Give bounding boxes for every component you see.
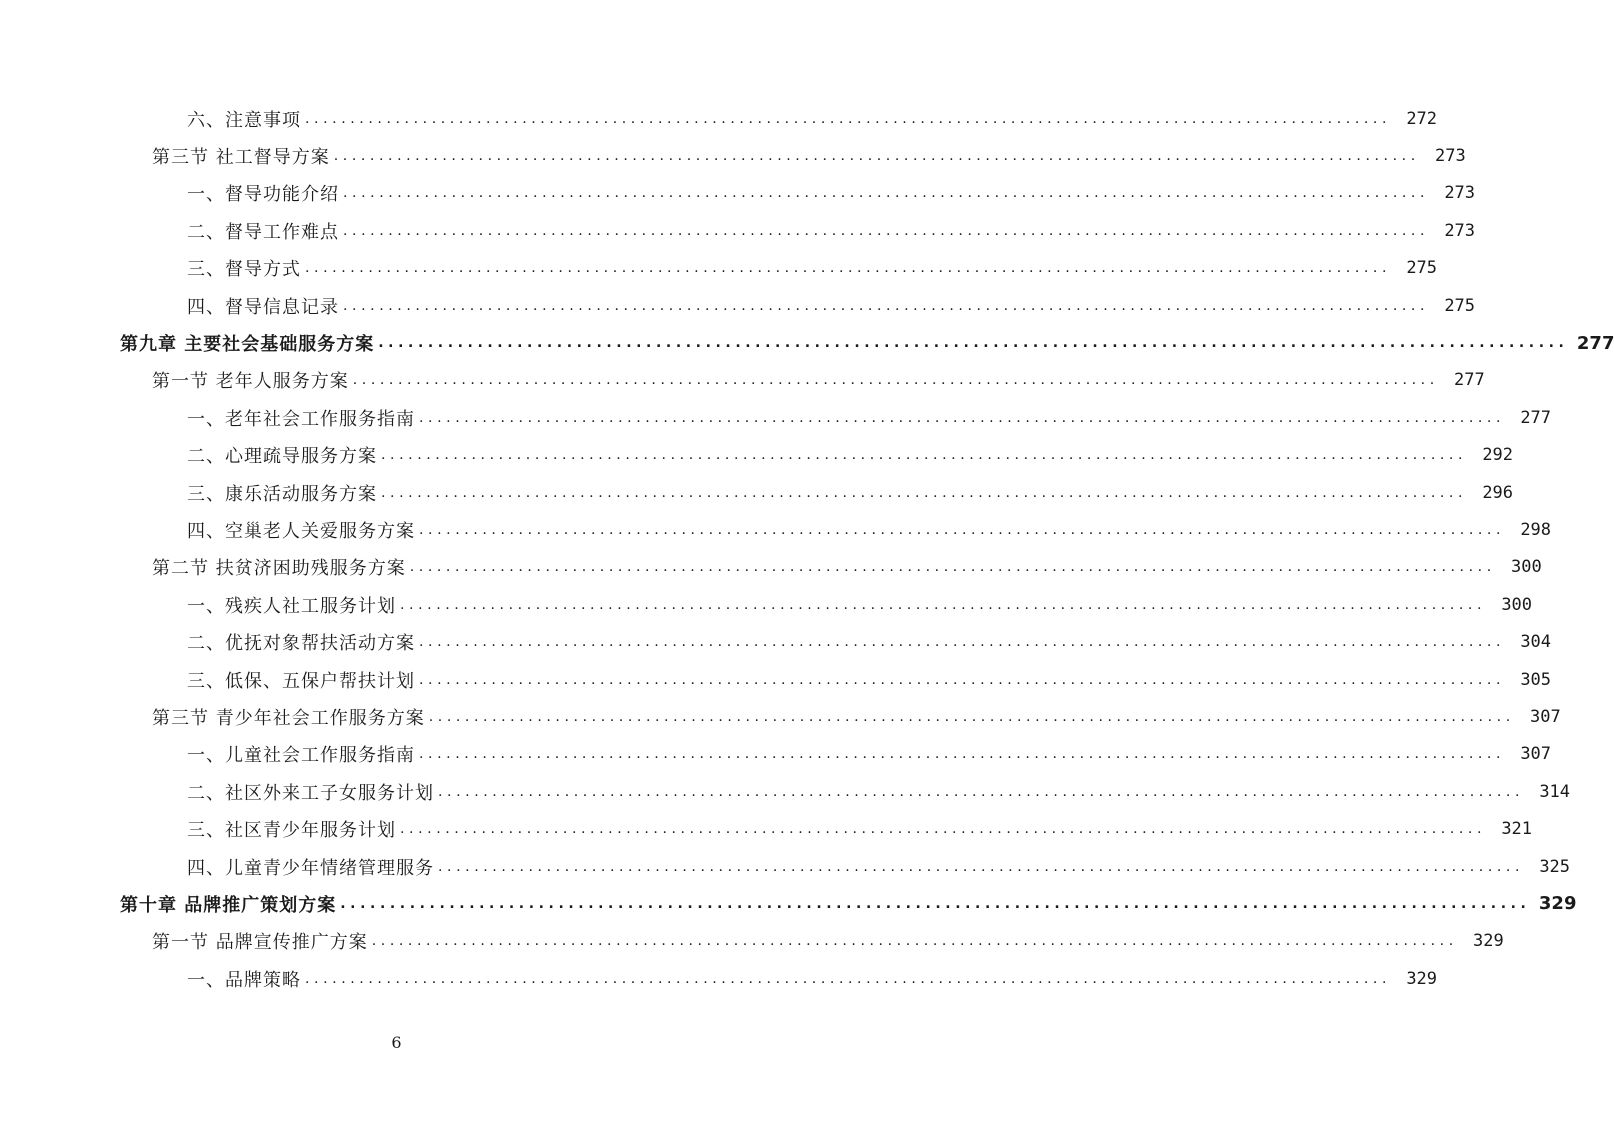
toc-entry-title: 一、儿童社会工作服务指南 bbox=[187, 745, 415, 767]
toc-dot-leader: ........................................................................................................................ bbox=[305, 110, 1392, 127]
table-of-contents bbox=[0, 100, 1614, 997]
toc-entry-title: 三、低保、五保户帮扶计划 bbox=[187, 670, 415, 692]
toc-entry-title: 二、优抚对象帮扶活动方案 bbox=[187, 633, 415, 655]
toc-entry-page: 273 bbox=[1444, 220, 1476, 241]
toc-entry[interactable] bbox=[0, 623, 1552, 660]
toc-entry-page: 273 bbox=[1435, 146, 1466, 167]
toc-entry-page: 329 bbox=[1473, 931, 1504, 952]
toc-entry-page: 314 bbox=[1539, 781, 1571, 802]
toc-entry-page: 277 bbox=[1520, 407, 1552, 428]
toc-entry-page: 329 bbox=[1406, 968, 1438, 989]
toc-dot-leader: ........................................................................................................................ bbox=[371, 933, 1458, 950]
toc-dot-leader: ........................................................................................................................ bbox=[381, 484, 1468, 501]
toc-entry[interactable] bbox=[0, 324, 1614, 361]
toc-entry[interactable] bbox=[0, 885, 1577, 922]
toc-entry[interactable] bbox=[0, 399, 1552, 436]
toc-entry[interactable] bbox=[0, 960, 1438, 997]
toc-entry-page: 272 bbox=[1406, 108, 1438, 129]
toc-entry-title: 四、督导信息记录 bbox=[187, 296, 339, 318]
toc-dot-leader: ........................................................................................................................ bbox=[400, 821, 1487, 838]
toc-dot-leader: ........................................................................................................................ bbox=[419, 634, 1506, 651]
toc-dot-leader: ........................................................................................................................ bbox=[419, 671, 1506, 688]
toc-entry-title: 四、空巢老人关爱服务方案 bbox=[187, 520, 415, 542]
toc-entry-title: 四、儿童青少年情绪管理服务 bbox=[187, 857, 434, 879]
toc-entry[interactable] bbox=[0, 437, 1514, 474]
toc-dot-leader: ........................................................................................................................ bbox=[378, 335, 1569, 352]
toc-entry[interactable] bbox=[0, 698, 1561, 735]
toc-entry-title: 第十章 品牌推广策划方案 bbox=[120, 894, 337, 916]
toc-entry-page: 300 bbox=[1511, 557, 1542, 578]
toc-dot-leader: ........................................................................................................................ bbox=[343, 222, 1430, 239]
toc-entry[interactable] bbox=[0, 773, 1571, 810]
toc-entry-page: 307 bbox=[1520, 744, 1552, 765]
toc-entry-title: 一、老年社会工作服务指南 bbox=[187, 408, 415, 430]
toc-dot-leader: ........................................................................................................................ bbox=[438, 783, 1525, 800]
toc-entry-page: 307 bbox=[1530, 706, 1561, 727]
toc-dot-leader: ........................................................................................................................ bbox=[305, 970, 1392, 987]
toc-dot-leader: ........................................................................................................................ bbox=[305, 260, 1392, 277]
toc-entry-title: 第二节 扶贫济困助残服务方案 bbox=[152, 558, 406, 580]
toc-dot-leader: ........................................................................................................................ bbox=[340, 895, 1531, 912]
toc-entry-page: 325 bbox=[1539, 856, 1571, 877]
toc-dot-leader: ........................................................................................................................ bbox=[343, 185, 1430, 202]
toc-entry[interactable] bbox=[0, 736, 1552, 773]
toc-entry-title: 第九章 主要社会基础服务方案 bbox=[120, 334, 375, 356]
toc-entry-title: 第三节 青少年社会工作服务方案 bbox=[152, 707, 425, 729]
toc-dot-leader: ........................................................................................................................ bbox=[428, 708, 1515, 725]
toc-entry[interactable] bbox=[0, 137, 1466, 174]
toc-entry[interactable] bbox=[0, 923, 1504, 960]
toc-entry[interactable] bbox=[0, 586, 1533, 623]
toc-dot-leader: ........................................................................................................................ bbox=[400, 596, 1487, 613]
toc-entry[interactable] bbox=[0, 549, 1542, 586]
toc-entry[interactable] bbox=[0, 511, 1552, 548]
toc-dot-leader: ........................................................................................................................ bbox=[419, 521, 1506, 538]
toc-entry-page: 275 bbox=[1406, 258, 1438, 279]
toc-dot-leader: ........................................................................................................................ bbox=[419, 746, 1506, 763]
toc-entry-title: 六、注意事项 bbox=[187, 109, 301, 131]
toc-entry-title: 三、督导方式 bbox=[187, 259, 301, 281]
toc-entry-page: 329 bbox=[1538, 893, 1577, 915]
toc-entry-title: 第一节 品牌宣传推广方案 bbox=[152, 932, 368, 954]
toc-entry[interactable] bbox=[0, 250, 1438, 287]
toc-entry[interactable] bbox=[0, 100, 1438, 137]
toc-entry-page: 298 bbox=[1520, 519, 1552, 540]
toc-entry-page: 304 bbox=[1520, 632, 1552, 653]
toc-entry[interactable] bbox=[0, 175, 1476, 212]
toc-entry[interactable] bbox=[0, 848, 1571, 885]
toc-entry[interactable] bbox=[0, 661, 1552, 698]
toc-entry-page: 273 bbox=[1444, 183, 1476, 204]
toc-entry-page: 292 bbox=[1482, 445, 1514, 466]
toc-entry-title: 一、残疾人社工服务计划 bbox=[187, 595, 396, 617]
toc-dot-leader: ........................................................................................................................ bbox=[343, 297, 1430, 314]
toc-entry-page: 321 bbox=[1501, 819, 1533, 840]
toc-entry-title: 二、心理疏导服务方案 bbox=[187, 446, 377, 468]
toc-entry-title: 二、社区外来工子女服务计划 bbox=[187, 782, 434, 804]
toc-entry-title: 第一节 老年人服务方案 bbox=[152, 371, 349, 393]
toc-entry-title: 第三节 社工督导方案 bbox=[152, 147, 330, 169]
toc-entry[interactable] bbox=[0, 212, 1476, 249]
toc-dot-leader: ........................................................................................................................ bbox=[352, 372, 1439, 389]
toc-entry[interactable] bbox=[0, 287, 1476, 324]
page-number: 6 bbox=[391, 1033, 402, 1052]
toc-entry-title: 三、社区青少年服务计划 bbox=[187, 820, 396, 842]
toc-entry-page: 277 bbox=[1454, 370, 1485, 391]
toc-dot-leader: ........................................................................................................................ bbox=[419, 409, 1506, 426]
toc-entry-page: 277 bbox=[1576, 332, 1614, 354]
toc-entry-title: 三、康乐活动服务方案 bbox=[187, 483, 377, 505]
toc-dot-leader: ........................................................................................................................ bbox=[438, 858, 1525, 875]
toc-entry-title: 二、督导工作难点 bbox=[187, 221, 339, 243]
toc-dot-leader: ........................................................................................................................ bbox=[409, 559, 1496, 576]
toc-dot-leader: ........................................................................................................................ bbox=[381, 447, 1468, 464]
toc-entry-page: 300 bbox=[1501, 594, 1533, 615]
toc-entry-title: 一、督导功能介绍 bbox=[187, 184, 339, 206]
toc-entry-page: 296 bbox=[1482, 482, 1514, 503]
toc-entry[interactable] bbox=[0, 362, 1485, 399]
toc-dot-leader: ........................................................................................................................ bbox=[333, 148, 1420, 165]
toc-entry[interactable] bbox=[0, 474, 1514, 511]
toc-entry[interactable] bbox=[0, 810, 1533, 847]
toc-entry-page: 275 bbox=[1444, 295, 1476, 316]
toc-entry-title: 一、品牌策略 bbox=[187, 969, 301, 991]
toc-entry-page: 305 bbox=[1520, 669, 1552, 690]
